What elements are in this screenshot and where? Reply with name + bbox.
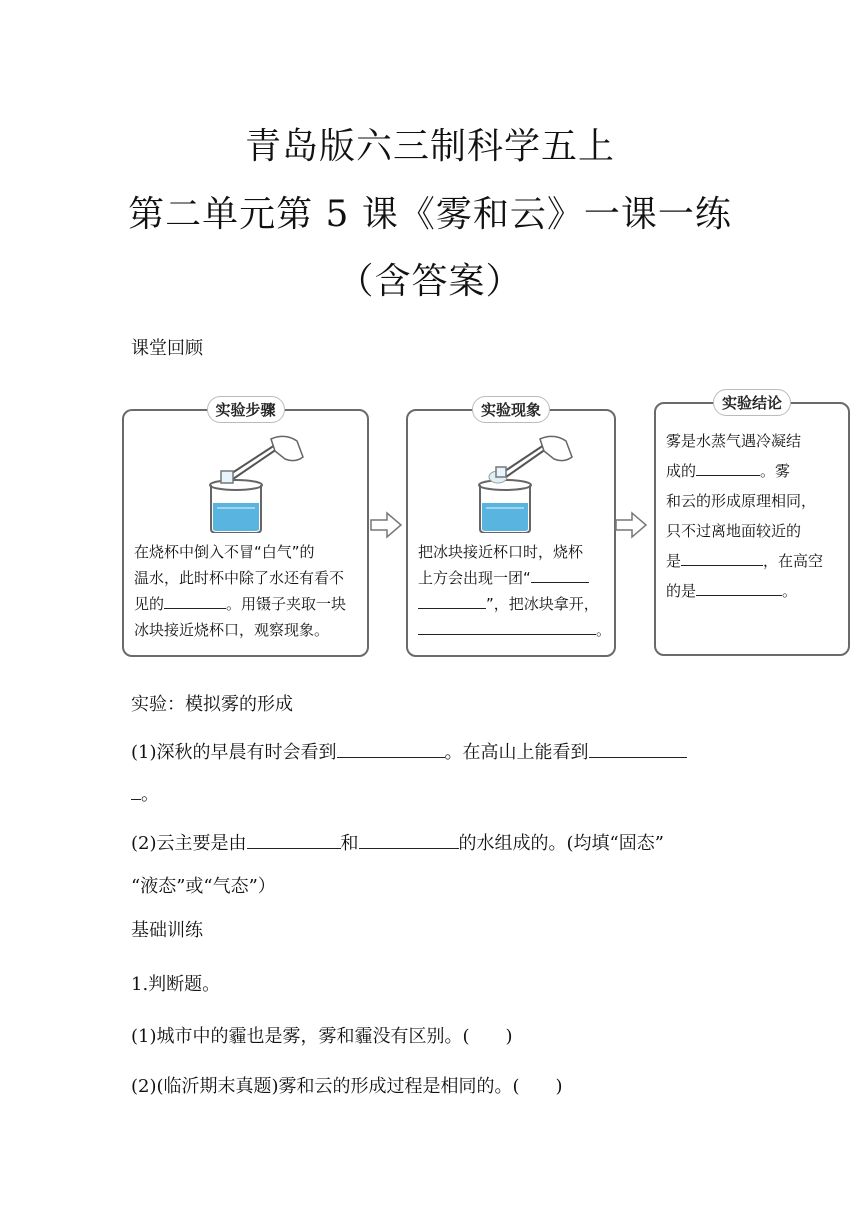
panel-conclusion-tag: 实验结论 — [713, 389, 791, 416]
panel-phenomenon — [406, 401, 616, 657]
question-2-line-2: “液态”或“气态”） — [131, 876, 276, 897]
basic-training-heading: 基础训练 — [131, 920, 203, 941]
panel-steps-text-4: 冰块接近烧杯口，观察现象。 — [134, 621, 330, 639]
beaker-tweezers-illustration — [199, 433, 309, 533]
judge-item-1: (1)城市中的霾也是雾，雾和霾没有区别。( ) — [131, 1026, 513, 1047]
arrow-right-icon — [614, 510, 648, 540]
question-1-line-2: 。 — [131, 780, 159, 806]
experiment-heading: 实验：模拟雾的形成 — [131, 694, 293, 715]
judge-heading: 1.判断题。 — [131, 974, 221, 995]
panel-phenomenon-tag: 实验现象 — [472, 396, 550, 423]
arrow-right-icon — [369, 510, 403, 540]
panel-steps-tag: 实验步骤 — [206, 396, 284, 423]
question-1-line-1: (1)深秋的早晨有时会看到 。在高山上能看到 — [131, 738, 687, 764]
panel-steps-text-3: 见的 。用镊子夹取一块 — [134, 591, 366, 617]
panel-phenomenon-text-2: 上方会出现一团“ — [418, 565, 614, 591]
panel-conclusion-text-2: 成的 。雾 — [666, 456, 848, 486]
panel-phenomenon-text-1: 把冰块接近杯口时，烧杯 — [418, 543, 584, 561]
beaker-fog-illustration — [468, 433, 578, 533]
panel-steps-text-2: 温水，此时杯中除了水还有看不 — [134, 569, 345, 587]
document-title-line3: （含答案） — [337, 261, 523, 302]
panel-conclusion-text-5: 是 ，在高空 — [666, 546, 848, 576]
panel-steps-text-1: 在烧杯中倒入不冒“白气”的 — [134, 543, 315, 561]
panel-conclusion — [654, 394, 850, 656]
panel-conclusion-text-4: 只不过离地面较近的 — [666, 522, 802, 540]
document-title-line1: 青岛版六三制科学五上 — [244, 126, 615, 167]
panel-conclusion-text-6: 的是 。 — [666, 576, 848, 606]
question-2-line-1: (2)云主要是由 和 的水组成的。(均填“固态” — [131, 829, 664, 855]
panel-conclusion-text-1: 雾是水蒸气遇冷凝结 — [666, 432, 802, 450]
judge-item-2: (2)(临沂期末真题)雾和云的形成过程是相同的。( ) — [131, 1076, 563, 1097]
panel-phenomenon-text-3: ”，把冰块拿开， — [418, 591, 614, 617]
panel-phenomenon-text-4: 。 — [418, 617, 614, 643]
panel-conclusion-text-3: 和云的形成原理相同， — [666, 492, 817, 510]
review-heading: 课堂回顾 — [131, 338, 203, 359]
panel-steps — [122, 401, 369, 657]
document-title-line2: 第二单元第 5 课《雾和云》一课一练 — [128, 194, 732, 235]
